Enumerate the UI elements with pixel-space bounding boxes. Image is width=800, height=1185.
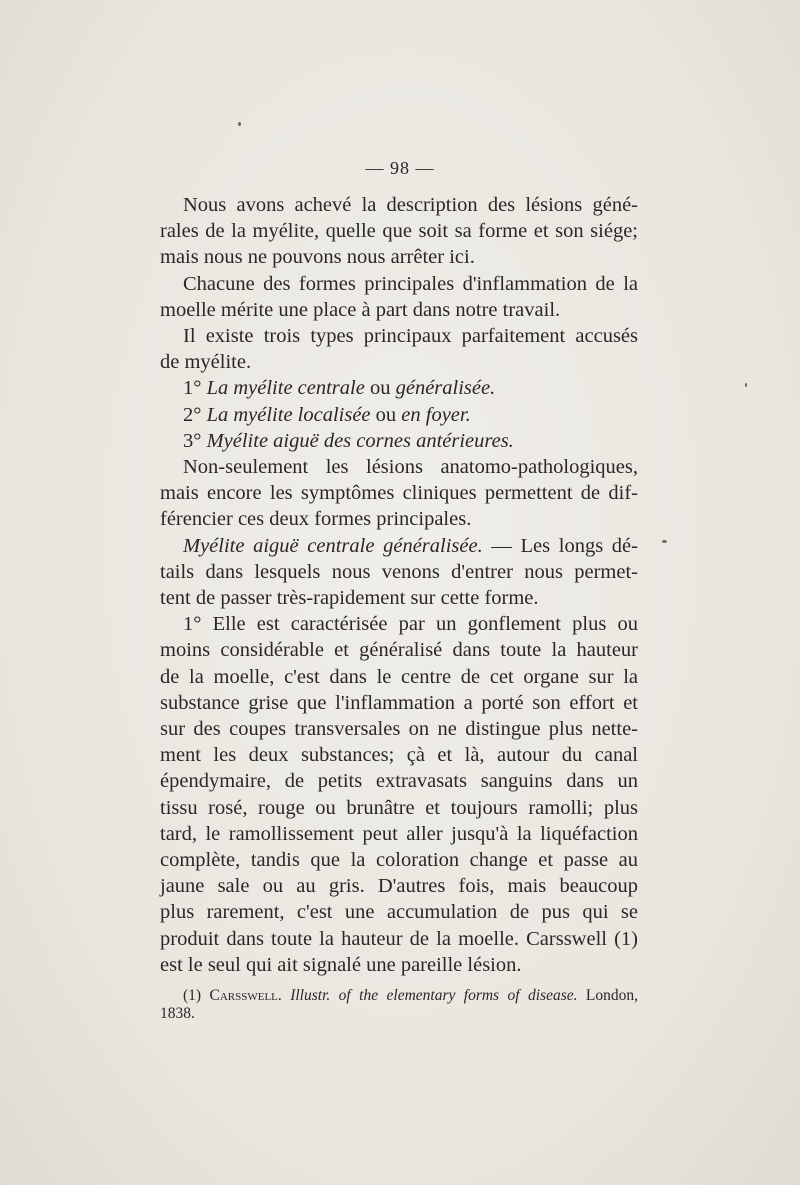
type-item [160,375,638,401]
text-line: tent de passer très-rapidement sur cette forme. [160,587,539,610]
type-alt: en foyer. [401,403,471,426]
text-line: épendymaire, de petits extravasats sanguins dans un [160,770,638,793]
text-line: de myélite. [160,351,252,374]
text-line: sur des coupes transversales on ne distingue plus nette- [160,718,638,741]
text-line: férencier ces deux formes principales. [160,508,472,531]
text-line: complète, tandis que la coloration change et passe au [160,849,638,872]
text-line: Il existe trois types principaux parfaitement accusés [183,325,638,348]
type-alt: généralisée. [395,377,496,400]
text-line: tails dans lesquels nous venons d'entrer nous permet- [160,560,638,583]
type-name: Myélite aiguë des cornes antérieures. [206,429,514,452]
footnote-place: London, [585,987,639,1004]
type-number: 1° [183,377,202,400]
text-line: plus rarement, c'est une accumulation de pus qui se [160,901,638,924]
type-item [160,402,638,428]
footnote-author: Carsswell. [209,987,282,1004]
type-name: La myélite centrale [206,377,365,400]
type-item [160,428,638,454]
section-heading-line [160,533,638,559]
footnote-title: Illustr. of the elementary forms of disease. [290,987,578,1004]
main-text [160,192,638,978]
text-fragment: — Les longs dé- [482,534,638,557]
footnote-mark: (1) [183,987,202,1004]
text-line: jaune sale ou au gris. D'autres fois, mais beaucoup [160,875,638,898]
type-number: 2° [183,403,202,426]
type-connector: ou [370,403,402,426]
text-line: rales de la myélite, quelle que soit sa forme et son siége; [160,220,638,243]
type-connector: ou [364,377,396,400]
text-line: Chacune des formes principales d'inflammation de la [183,272,638,295]
paper-speck [238,122,241,126]
text-line: mais encore les symptômes cliniques permettent de dif- [160,482,638,505]
text-line: 1° Elle est caractérisée par un gonflement plus ou [183,613,638,636]
paper-speck [662,540,667,543]
section-heading: Myélite aiguë centrale généralisée. [183,534,483,557]
text-line: produit dans toute la hauteur de la moelle. Carsswell (1) [160,927,638,950]
footnote-line [160,987,638,1005]
paper-speck [745,383,747,387]
text-line: tissu rosé, rouge ou brunâtre et toujours ramolli; plus [160,796,638,819]
text-line: Nous avons achevé la description des lésions géné- [183,194,638,216]
page-number: — 98 — [365,158,435,178]
text-line: de la moelle, c'est dans le centre de cet organe sur la [160,665,638,688]
type-name: La myélite localisée [206,403,371,426]
text-line: moins considérable et généralisé dans toute la hauteur [160,639,638,662]
text-line: ment les deux substances; çà et là, autour du canal [160,744,638,767]
text-line: est le seul qui ait signalé une pareille lésion. [160,953,522,976]
text-line: mais nous ne pouvons nous arrêter ici. [160,246,475,269]
text-line: tard, le ramollissement peut aller jusqu'à la liquéfaction [160,822,638,845]
text-line: substance grise que l'inflammation a porté son effort et [160,691,638,714]
text-line: moelle mérite une place à part dans notre travail. [160,298,561,321]
footnote [160,987,638,1023]
footnote-year: 1838. [160,1005,195,1022]
text-line: Non-seulement les lésions anatomo-pathologiques, [183,456,638,479]
type-number: 3° [183,429,202,452]
